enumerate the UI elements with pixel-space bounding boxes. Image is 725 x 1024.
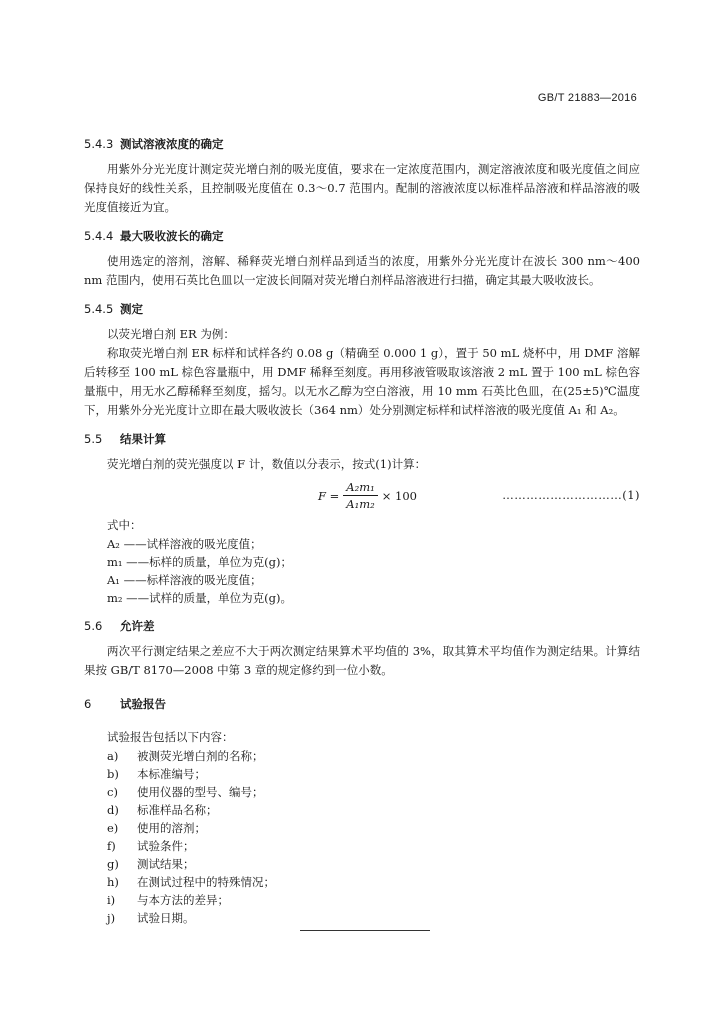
heading-5-6 [84,618,640,634]
section-number: 5.6 [84,619,103,633]
formula-expression [318,480,417,511]
section-title: 测定 [120,302,143,316]
definition-line: m₁ ——标样的质量，单位为克(g)； [107,555,293,569]
list-item [84,891,640,909]
heading-5-4-5 [84,301,640,317]
list-marker: e) [107,821,119,835]
list-text: 标准样品名称； [137,803,218,817]
section-title: 结果计算 [120,432,166,446]
section-title: 试验报告 [120,697,166,711]
paragraph-5-4-4: 使用选定的溶剂，溶解、稀释荧光增白剂样品到适当的浓度，用紫外分光光度计在波长 300 nm～400 nm 范围内，使用石英比色皿以一定波长间隔对荧光增白剂样品溶液进行扫描，确定其最大吸收波长。 [84,254,640,287]
list-item [84,837,640,855]
standard-code: GB/T 21883—2016 [537,92,637,104]
section-title: 最大吸收波长的确定 [120,229,224,243]
heading-5-4-3 [84,136,640,152]
section-number: 5.4.5 [84,302,114,316]
list-text: 使用的溶剂； [137,821,206,835]
list-marker: h) [107,875,119,889]
list-item [84,855,640,873]
section-title: 测试溶液浓度的确定 [120,137,224,151]
section-number: 5.4.3 [84,137,114,151]
list-text: 试验条件； [137,839,195,853]
formula-number: …………………………(1) [502,488,640,502]
list-marker: j) [107,911,116,925]
formula-fraction [343,480,377,511]
list-item [84,873,640,891]
heading-6 [84,696,640,712]
section-number: 6 [84,697,92,711]
report-items-list [84,747,640,927]
list-marker: i) [107,893,116,907]
list-text: 试验日期。 [137,911,195,925]
definition-line: A₁ ——标样溶液的吸光度值； [107,573,262,587]
list-item [84,783,640,801]
definition-line: A₂ ——试样溶液的吸光度值； [107,537,262,551]
report-intro: 试验报告包括以下内容： [107,730,234,744]
paragraph-5-5: 荧光增白剂的荧光强度以 F 计，数值以分表示，按式(1)计算： [107,457,427,471]
heading-5-5 [84,431,640,447]
list-marker: b) [107,767,119,781]
paragraph-5-6: 两次平行测定结果之差应不大于两次测定结果算术平均值的 3%，取其算术平均值作为测定结果。计算结果按 GB/T 8170—2008 中第 3 章的规定修约到一位小数。 [84,644,640,677]
list-item [84,909,640,927]
where-label: 式中： [107,518,142,532]
paragraph-5-4-3: 用紫外分光光度计测定荧光增白剂的吸光度值，要求在一定浓度范围内，测定溶液浓度和吸光度值之间应保持良好的线性关系，且控制吸光度值在 0.3～0.7 范围内。配制的溶液浓度以标准样品溶液和样品溶液的吸光度值接近为宜。 [84,162,640,214]
formula-multiplier: × 100 [381,488,417,503]
definition-line: m₂ ——试样的质量，单位为克(g)。 [107,591,293,605]
list-marker: a) [107,749,119,763]
list-text: 与本方法的差异； [137,893,229,907]
section-title: 允许差 [120,619,155,633]
paragraph-5-4-5-body: 称取荧光增白剂 ER 标样和试样各约 0.08 g（精确至 0.000 1 g），置于 50 mL 烧杯中，用 DMF 溶解后转移至 100 mL 棕色容量瓶中，用 DMF 稀释至刻度。再用移液管吸取该溶液 2 mL 置于 100 mL 棕色容量瓶中，用无水乙醇稀释至刻度，摇匀。以无水乙醇为空白溶液，用 10 mm 石英比色皿，在(25±5)℃温度下，用紫外分光光度计立即在最大吸收波长（364 nm）处分别测定标样和试样溶液的吸光度值 A₁ 和 A₂。 [84,346,640,417]
list-marker: g) [107,857,119,871]
paragraph-5-4-5-intro: 以荧光增白剂 ER 为例： [107,327,235,341]
list-text: 本标准编号； [137,767,206,781]
formula-1 [84,478,640,516]
formula-numerator: A₂m₁ [343,480,377,496]
list-marker: f) [107,839,116,853]
list-marker: d) [107,803,119,817]
section-number: 5.4.4 [84,229,114,243]
list-item [84,801,640,819]
end-divider [300,930,430,931]
list-text: 被测荧光增白剂的名称； [137,749,264,763]
page-content [84,136,640,927]
heading-5-4-4 [84,228,640,244]
formula-denominator: A₁m₂ [346,497,375,511]
list-item [84,765,640,783]
list-item [84,747,640,765]
list-text: 测试结果； [137,857,195,871]
list-item [84,819,640,837]
section-number: 5.5 [84,432,103,446]
list-marker: c) [107,785,118,799]
list-text: 使用仪器的型号、编号； [137,785,264,799]
formula-lhs: F = [318,488,340,503]
list-text: 在测试过程中的特殊情况； [137,875,275,889]
